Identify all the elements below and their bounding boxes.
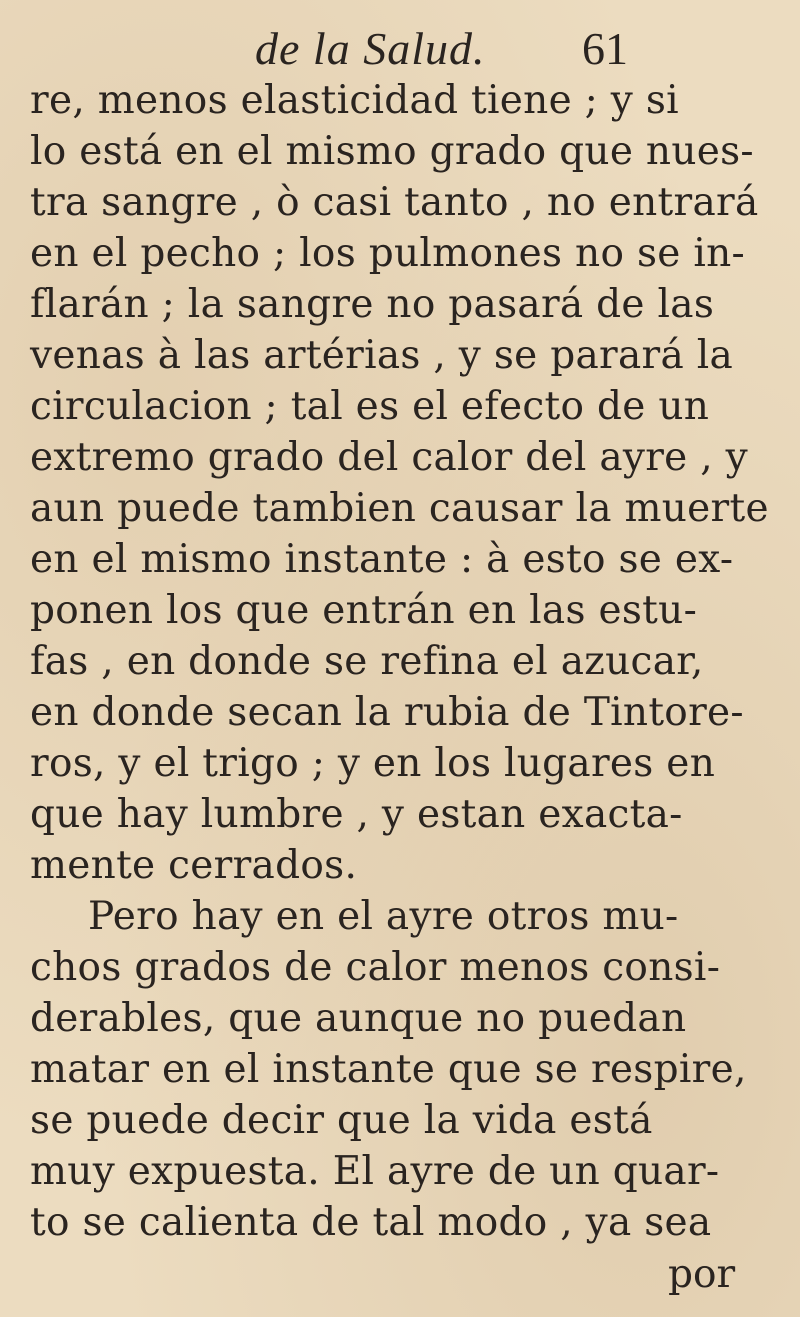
text-line: que hay lumbre , y estan exacta- xyxy=(30,792,683,837)
text-line: flarán ; la sangre no pasará de las xyxy=(30,282,715,327)
text-line: mente cerrados. xyxy=(30,843,358,888)
text-line: en el pecho ; los pulmones no se in- xyxy=(30,231,746,276)
text-line: re, menos elasticidad tiene ; y si xyxy=(30,78,679,123)
text-line: lo está en el mismo grado que nues- xyxy=(30,129,754,174)
running-title: de la Salud. xyxy=(255,23,486,74)
text-line: en el mismo instante : à esto se ex- xyxy=(30,537,734,582)
text-line: to se calienta de tal modo , ya sea xyxy=(30,1200,712,1245)
text-line: ros, y el trigo ; y en los lugares en xyxy=(30,741,716,786)
text-line: venas à las artérias , y se parará la xyxy=(30,333,734,378)
text-line: matar en el instante que se respire, xyxy=(30,1047,747,1092)
page-header xyxy=(0,20,800,76)
text-line: chos grados de calor menos consi- xyxy=(30,945,721,990)
text-line: derables, que aunque no puedan xyxy=(30,996,687,1041)
text-line: fas , en donde se refina el azucar, xyxy=(30,639,704,684)
text-line: extremo grado del calor del ayre , y xyxy=(30,435,748,480)
text-line: tra sangre , ò casi tanto , no entrará xyxy=(30,180,759,225)
text-line: se puede decir que la vida está xyxy=(30,1098,653,1143)
text-line: en donde secan la rubia de Tintore- xyxy=(30,690,744,735)
paragraph-first-line: Pero hay en el ayre otros mu- xyxy=(88,894,679,939)
catchword: por xyxy=(668,1252,736,1297)
text-line: aun puede tambien causar la muerte xyxy=(30,486,769,531)
text-line: circulacion ; tal es el efecto de un xyxy=(30,384,710,429)
text-line: muy expuesta. El ayre de un quar- xyxy=(30,1149,720,1194)
text-line: ponen los que entrán en las estu- xyxy=(30,588,698,633)
page-number: 61 xyxy=(582,23,628,74)
